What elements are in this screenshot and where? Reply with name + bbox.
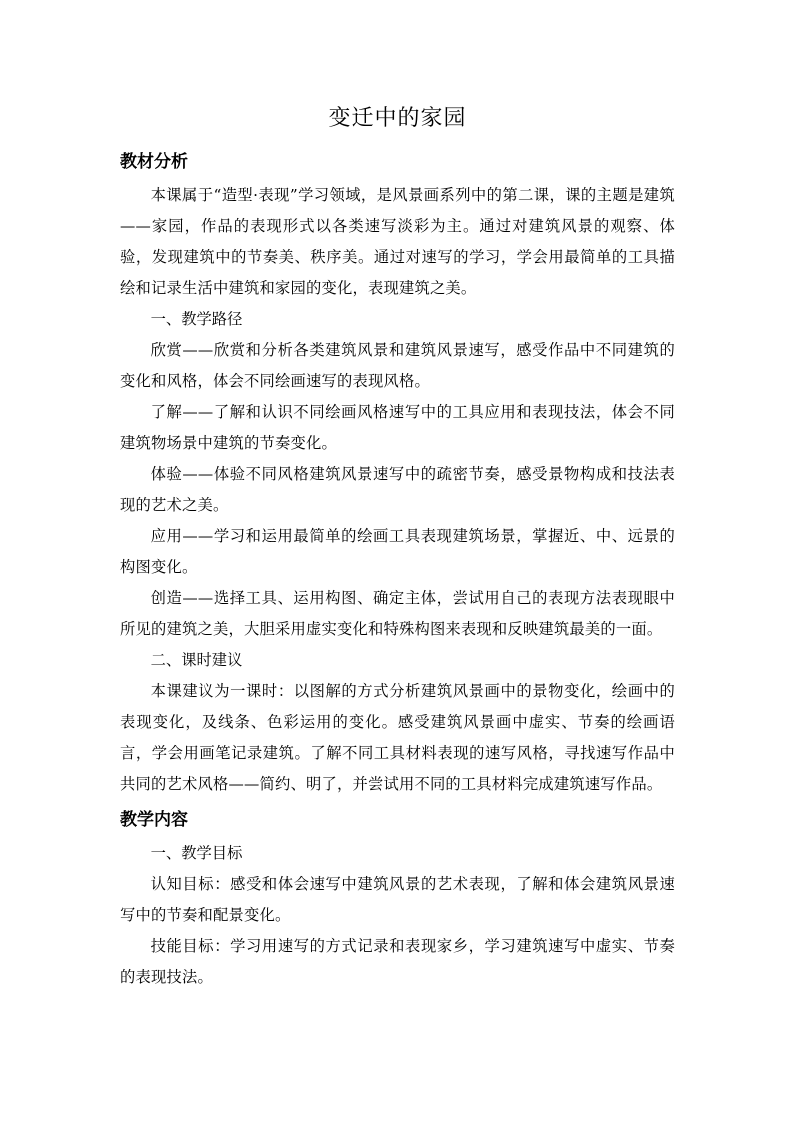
goal-cognitive: 认知目标：感受和体会速写中建筑风景的艺术表现，了解和体会建筑风景速写中的节奏和配景变化。 (120, 875, 675, 924)
teaching-path-heading: 一、教学路径 (150, 310, 243, 328)
section-heading-textbook-analysis: 教材分析 (120, 152, 188, 172)
path-item-understand: 了解——了解和认识不同绘画风格速写中的工具应用和表现技法，体会不同建筑物场景中建筑的节奏变化。 (120, 403, 675, 452)
class-hours-paragraph: 本课建议为一课时：以图解的方式分析建筑风景画中的景物变化，绘画中的表现变化，及线条、色彩运用的变化。感受建筑风景画中虚实、节奏的绘画语言，学会用画笔记录建筑。了解不同工具材料表现的速写风格，寻找速写作品中共同的艺术风格——简约、明了，并尝试用不同的工具材料完成建筑速写作品。 (120, 682, 675, 793)
document-page (120, 98, 675, 993)
class-hours-heading: 二、课时建议 (150, 651, 243, 669)
teaching-goals-heading: 一、教学目标 (150, 844, 243, 862)
path-item-appreciate: 欣赏——欣赏和分析各类建筑风景和建筑风景速写，感受作品中不同建筑的变化和风格，体会不同绘画速写的表现风格。 (120, 341, 675, 390)
section-heading-teaching-content: 教学内容 (120, 810, 188, 830)
path-item-apply: 应用——学习和运用最简单的绘画工具表现建筑场景，掌握近、中、远景的构图变化。 (120, 527, 675, 576)
intro-paragraph: 本课属于“造型·表现”学习领域，是风景画系列中的第二课，课的主题是建筑——家园，作品的表现形式以各类速写淡彩为主。通过对建筑风景的观察、体验，发现建筑中的节奏美、秩序美。通过对速写的学习，学会用最简单的工具描绘和记录生活中建筑和家园的变化，表现建筑之美。 (120, 186, 675, 297)
goal-skill: 技能目标：学习用速写的方式记录和表现家乡，学习建筑速写中虚实、节奏的表现技法。 (120, 937, 675, 986)
path-item-create: 创造——选择工具、运用构图、确定主体，尝试用自己的表现方法表现眼中所见的建筑之美，大胆采用虚实变化和特殊构图来表现和反映建筑最美的一面。 (120, 589, 675, 638)
path-item-experience: 体验——体验不同风格建筑风景速写中的疏密节奏，感受景物构成和技法表现的艺术之美。 (120, 465, 675, 514)
document-title: 变迁中的家园 (328, 106, 467, 131)
